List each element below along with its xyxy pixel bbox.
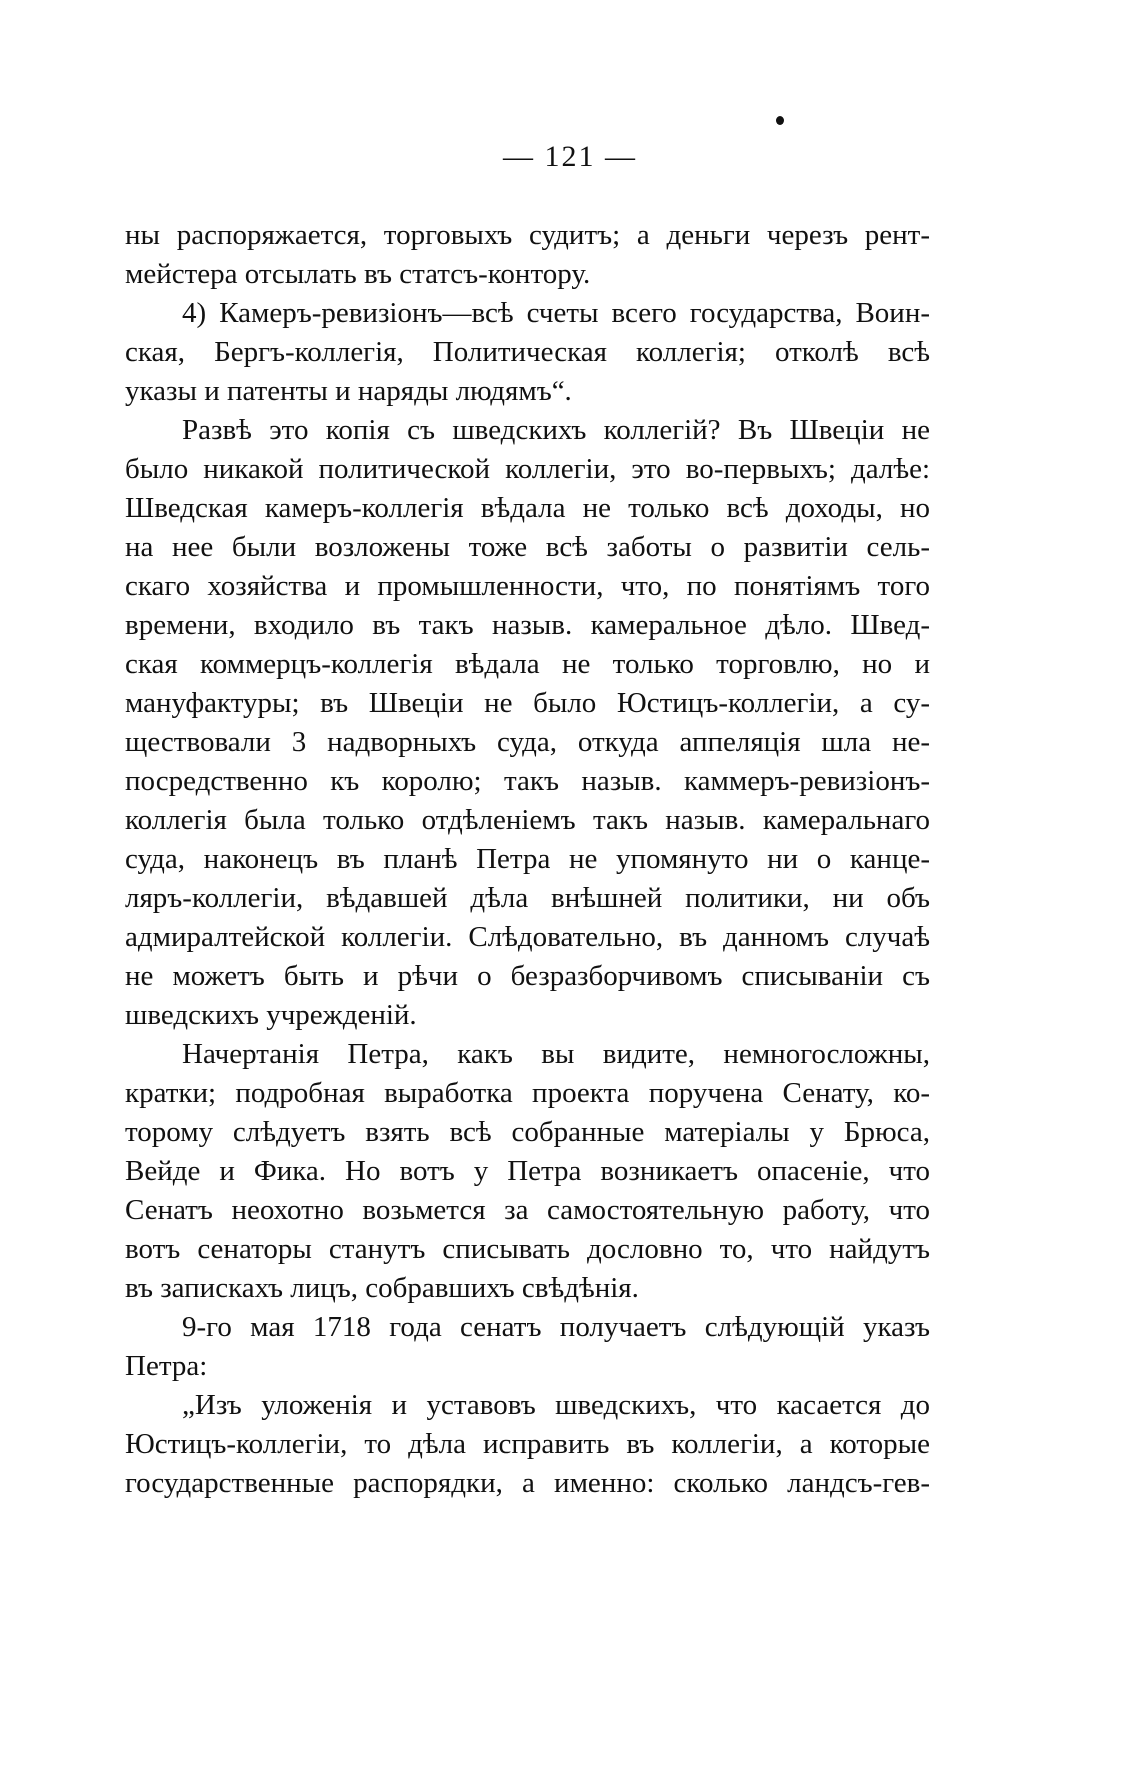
- paragraph: [125, 294, 930, 411]
- text-line: ская, Бергъ-коллегія, Политическая коллегія; отколѣ всѣ: [125, 336, 930, 368]
- text-line: скаго хозяйства и промышленности, что, по понятіямъ того: [125, 570, 930, 602]
- text-line: ляръ-коллегіи, вѣдавшей дѣла внѣшней политики, ни объ: [125, 882, 930, 914]
- paragraph: [125, 411, 930, 1035]
- text-line: Вейде и Фика. Но вотъ у Петра возникаетъ опасеніе, что: [125, 1155, 930, 1187]
- text-line: Юстицъ-коллегіи, то дѣла исправить въ коллегіи, а которые: [125, 1428, 930, 1460]
- paragraph: [125, 1035, 930, 1308]
- text-line: мейстера отсылать въ статсъ-контору.: [125, 258, 591, 290]
- text-line: было никакой политической коллегіи, это во-первыхъ; далѣе:: [125, 453, 930, 485]
- paragraph: [125, 1308, 930, 1386]
- text-line: ществовали 3 надворныхъ суда, откуда аппеляція шла не-: [125, 726, 930, 758]
- text-line: государственные распорядки, а именно: сколько ландсъ-гев-: [125, 1467, 930, 1499]
- text-line: не можетъ быть и рѣчи о безразборчивомъ списываніи съ: [125, 960, 930, 992]
- text-line: времени, входило въ такъ назыв. камеральное дѣло. Швед-: [125, 609, 930, 641]
- text-line: шведскихъ учрежденій.: [125, 999, 417, 1031]
- text-line: ны распоряжается, торговыхъ судитъ; а деньги черезъ рент-: [125, 219, 930, 251]
- text-line: „Изъ уложенія и уставовъ шведскихъ, что касается до: [182, 1389, 930, 1421]
- paragraph: [125, 216, 930, 294]
- page-number: — 121 —: [503, 140, 637, 173]
- text-line: Начертанія Петра, какъ вы видите, немногосложны,: [182, 1038, 930, 1070]
- text-line: адмиралтейской коллегіи. Слѣдовательно, въ данномъ случаѣ: [125, 921, 930, 953]
- text-line: Сенатъ неохотно возьмется за самостоятельную работу, что: [125, 1194, 930, 1226]
- text-line: ская коммерцъ-коллегія вѣдала не только торговлю, но и: [125, 648, 930, 680]
- text-line: суда, наконецъ въ планѣ Петра не упомянуто ни о канце-: [125, 843, 930, 875]
- text-line: посредственно къ королю; такъ назыв. каммеръ-ревизіонъ-: [125, 765, 930, 797]
- body-text: [125, 216, 930, 1503]
- text-line: 4) Камеръ-ревизіонъ—всѣ счеты всего государства, Воин-: [182, 297, 930, 329]
- text-line: мануфактуры; въ Швеціи не было Юстицъ-коллегіи, а су-: [125, 687, 930, 719]
- text-line: торому слѣдуетъ взять всѣ собранные матеріалы у Брюса,: [125, 1116, 930, 1148]
- text-line: Развѣ это копія съ шведскихъ коллегій? Въ Швеціи не: [182, 414, 930, 446]
- paragraph: [125, 1386, 930, 1503]
- text-line: вотъ сенаторы станутъ списывать дословно то, что найдутъ: [125, 1233, 930, 1265]
- text-line: на нее были возложены тоже всѣ заботы о развитіи сель-: [125, 531, 930, 563]
- ink-speck: [776, 116, 784, 125]
- text-line: Петра:: [125, 1350, 208, 1382]
- text-line: кратки; подробная выработка проекта поручена Сенату, ко-: [125, 1077, 930, 1109]
- text-line: коллегія была только отдѣленіемъ такъ назыв. камеральнаго: [125, 804, 930, 836]
- text-line: въ запискахъ лицъ, собравшихъ свѣдѣнія.: [125, 1272, 639, 1304]
- text-line: Шведская камеръ-коллегія вѣдала не только всѣ доходы, но: [125, 492, 930, 524]
- text-line: указы и патенты и наряды людямъ“.: [125, 375, 572, 407]
- text-line: 9-го мая 1718 года сенатъ получаетъ слѣдующій указъ: [182, 1311, 930, 1343]
